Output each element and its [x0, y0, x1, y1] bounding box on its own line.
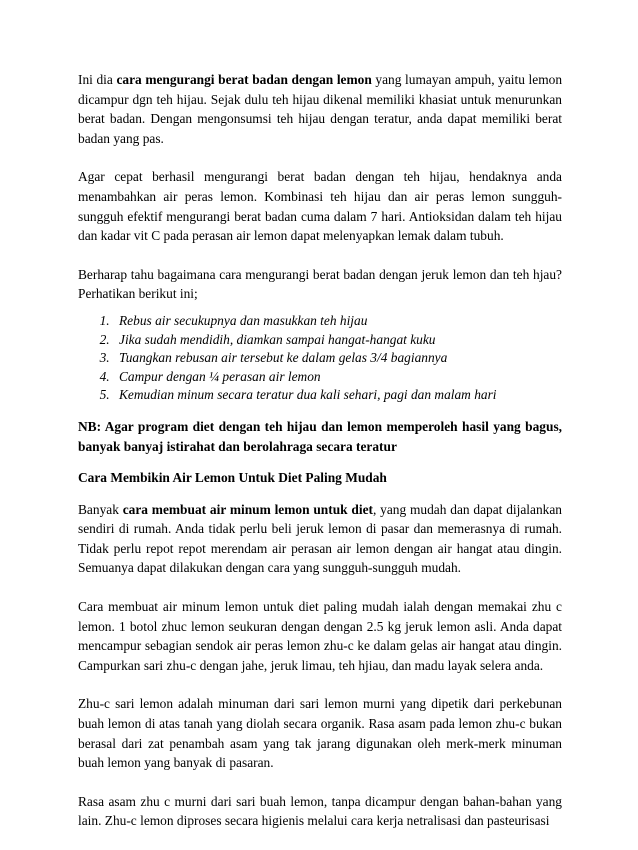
section-heading: Cara Membikin Air Lemon Untuk Diet Paling Mudah: [78, 470, 387, 486]
intro-text-rest: yang lumayan ampuh, yaitu lemon dicampur dgn teh hijau. Sejak dulu teh hijau dikenal memiliki khasiat untuk menurunkan berat badan. Dengan mengonsumsi teh hijau dengan teratur, anda dapat memiliki berat badan yang pas.: [78, 72, 563, 146]
section-paragraph-method: Cara membuat air minum lemon untuk diet paling mudah ialah dengan memakai zhu c lemon. 1 botol zhuc lemon seukuran dengan dengan 2.5 kg jeruk lemon asli. Anda dapat mencampur sebagian sendok air peras lemon zhu-c ke dalam gelas air hangat atau dingin. Campurkan sari zhu-c dengan jahe, jeruk limau, teh hjiau, dan madu layak selera anda.: [78, 599, 562, 673]
list-item: 4. Campur dengan ¼ perasan air lemon: [113, 368, 562, 387]
section-paragraph-product: Zhu-c sari lemon adalah minuman dari sari lemon murni yang dipetik dari perkebunan buah lemon di atas tanah yang diolah secara organik. Rasa asam pada lemon zhu-c bukan berasal dari zat penambah asam yang tak jarang digunakan oleh merk-merk minuman buah lemon yang banyak di pasaran.: [78, 696, 562, 771]
intro-bold-keyword: cara mengurangi berat badan dengan lemon: [116, 72, 372, 87]
list-item: 5. Kemudian minum secara teratur dua kali sehari, pagi dan malam hari: [113, 386, 562, 405]
document-page: [78, 70, 562, 850]
combination-paragraph: Agar cepat berhasil mengurangi berat badan dengan teh hijau, hendaknya anda menambahkan air peras lemon. Kombinasi teh hijau dan air peras lemon sungguh-sungguh efektif mengurangi berat badan cuma dalam 7 hari. Antioksidan dalam teh hijau dan kadar vit C pada perasan air lemon dapat melenyapkan lemak dalam tubuh.: [78, 169, 562, 244]
section-bold-keyword: cara membuat air minum lemon untuk diet: [122, 501, 373, 517]
section-text-rest: , yang mudah dan dapat dijalankan sendiri di rumah. Anda tidak perlu beli jeruk lemon di pasar dan memerasnya di rumah. Tidak perlu repot repot merendam air perasan air lemon dengan air hangat atau dingin. Semuanya dapat dilakukan dengan cara yang sungguh-sungguh mudah.: [78, 501, 562, 576]
section-paragraph-taste: Rasa asam zhu c murni dari sari buah lemon, tanpa dicampur dengan bahan-bahan yang lain. Zhu-c lemon diproses secara higienis melalui cara kerja netralisasi dan pasteurisasi: [78, 793, 562, 829]
question-paragraph: Berharap tahu bagaimana cara mengurangi berat badan dengan jeruk lemon dan teh hjau? Perhatikan berikut ini;: [78, 266, 562, 302]
steps-list: [78, 312, 562, 405]
section-text-start: Banyak: [78, 501, 123, 517]
intro-paragraph: [78, 70, 562, 148]
list-item: 3. Tuangkan rebusan air tersebut ke dalam gelas 3/4 bagiannya: [113, 349, 562, 368]
list-item: 1. Rebus air secukupnya dan masukkan teh hijau: [113, 312, 562, 331]
note-paragraph: NB: Agar program diet dengan teh hijau dan lemon memperoleh hasil yang bagus, banyak banyaj istirahat dan berolahraga secara teratur: [78, 418, 562, 454]
section-paragraph-intro: [78, 500, 562, 578]
intro-text-start: Ini dia: [78, 72, 117, 87]
list-item: 2. Jika sudah mendidih, diamkan sampai hangat-hangat kuku: [113, 331, 562, 350]
